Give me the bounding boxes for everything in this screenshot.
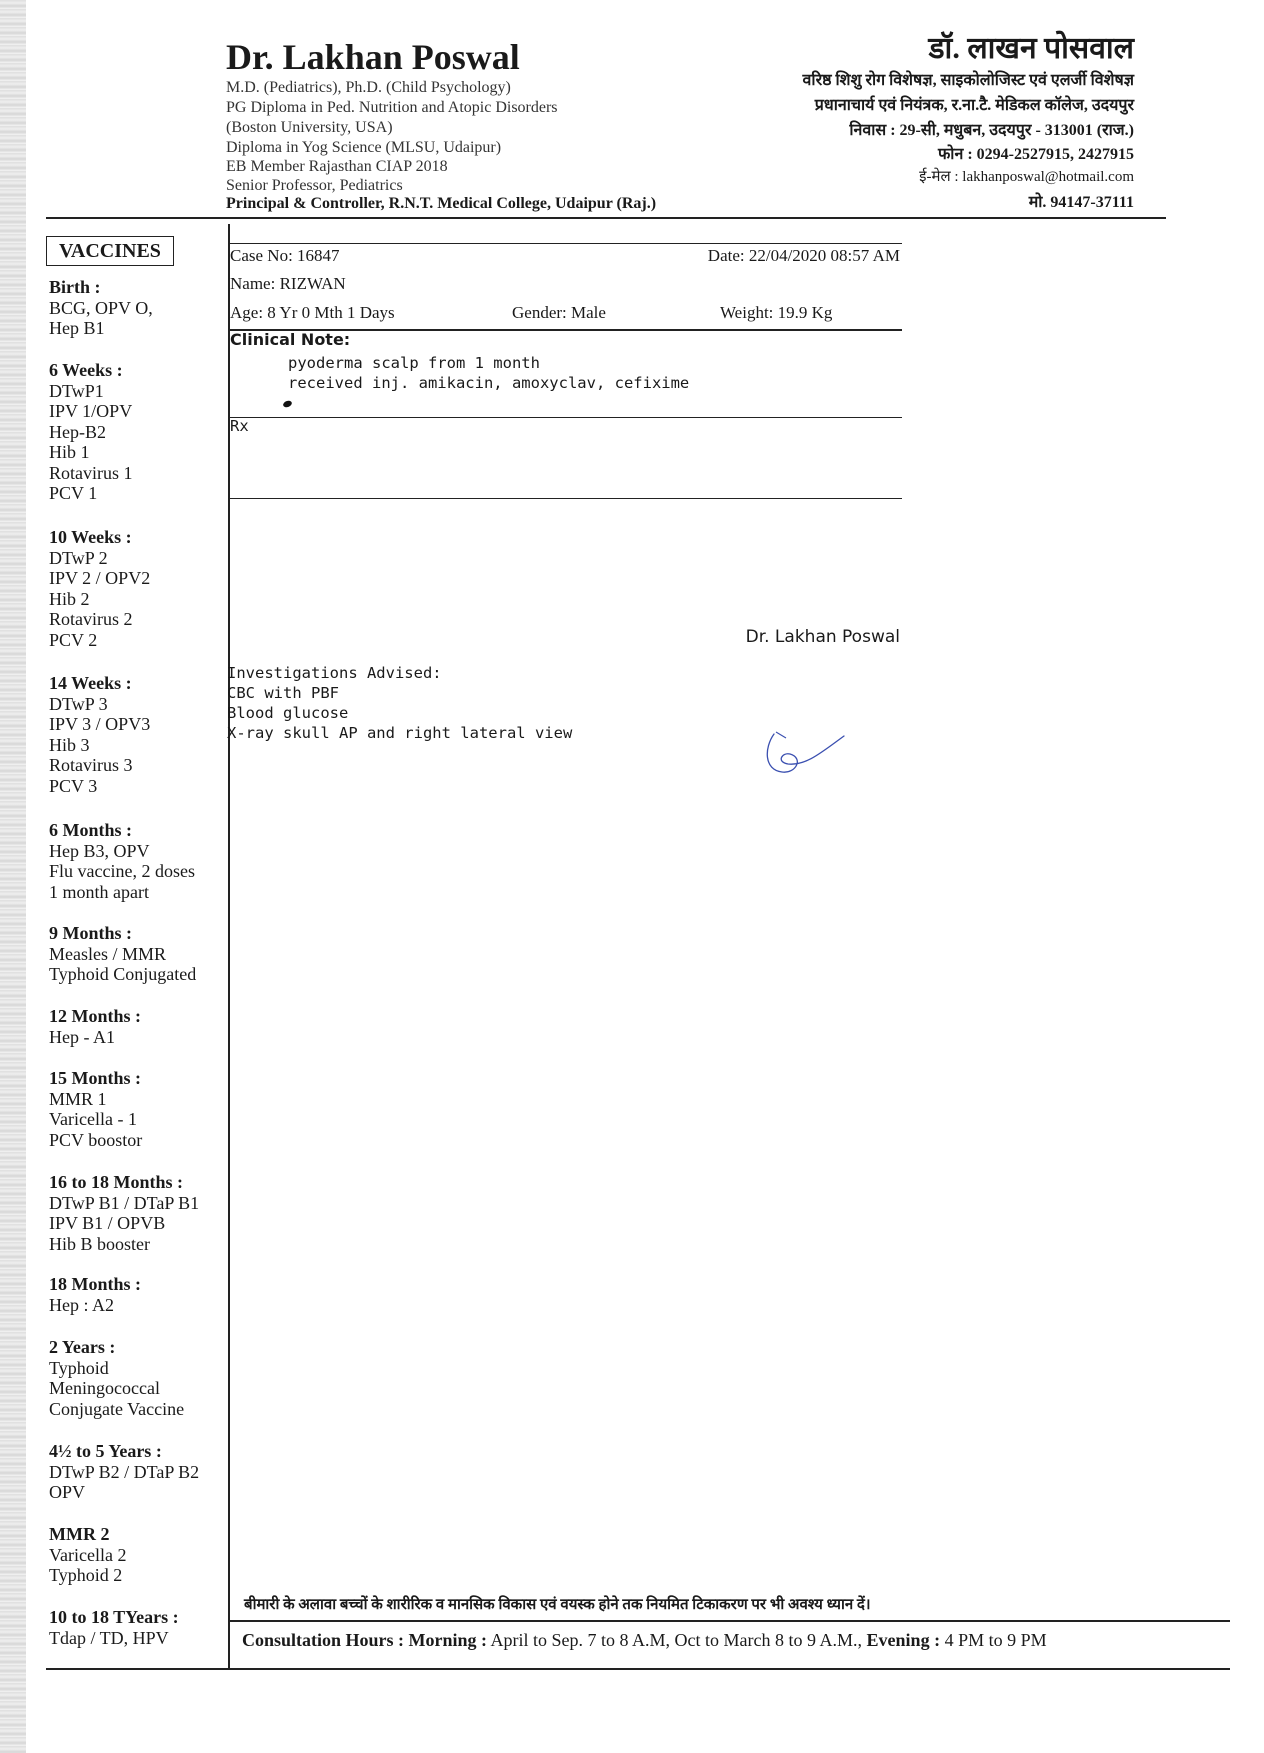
vaccine-item: Flu vaccine, 2 doses — [49, 861, 195, 881]
vaccine-item: IPV 3 / OPV3 — [49, 714, 151, 734]
qualification-line: EB Member Rajasthan CIAP 2018 — [226, 158, 448, 175]
clinical-note-line: pyoderma scalp from 1 month — [288, 354, 540, 372]
vaccine-item: Typhoid 2 — [49, 1565, 123, 1585]
vaccine-item: Meningococcal — [49, 1378, 160, 1398]
vaccine-group — [49, 1068, 142, 1150]
vaccine-item: DTwP B1 / DTaP B1 — [49, 1192, 200, 1213]
vaccine-item: Hep - A1 — [49, 1026, 115, 1047]
vaccine-group-title: 16 to 18 Months : — [49, 1172, 183, 1192]
vaccine-group-title: 2 Years : — [49, 1337, 116, 1357]
vaccine-item: DTwP B2 / DTaP B2 — [49, 1461, 200, 1482]
vaccine-group — [49, 1337, 184, 1419]
sidebar-divider — [228, 224, 230, 1670]
footer-hindi-note: बीमारी के अलावा बच्चों के शारीरिक व मानसिक विकास एवं वयस्क होने तक नियमित टिकाकरण पर भी अवश्य ध्यान दें। — [244, 1597, 871, 1613]
hindi-line: प्रधानाचार्य एवं नियंत्रक, र.ना.टै. मेडिकल कॉलेज, उदयपुर — [814, 97, 1134, 114]
vaccine-group — [49, 1006, 141, 1047]
scan-edge — [0, 0, 26, 1753]
vaccine-group-title: 10 Weeks : — [49, 527, 132, 547]
vaccine-item: PCV 3 — [49, 775, 98, 796]
hindi-address: निवास : 29-सी, मधुबन, उदयपुर - 313001 (राज.) — [849, 122, 1134, 139]
investigation-item: X-ray skull AP and right lateral view — [227, 724, 573, 742]
vaccine-item: Hib 3 — [49, 734, 90, 755]
vaccine-group-title: 6 Months : — [49, 820, 133, 840]
vaccine-group — [49, 673, 150, 796]
evening-hours: 4 PM to 9 PM — [944, 1630, 1047, 1650]
vaccine-item: IPV B1 / OPVB — [49, 1213, 166, 1233]
patient-gender: Gender: Male — [512, 303, 606, 322]
investigation-item: Blood glucose — [227, 704, 349, 722]
vaccine-group — [49, 820, 195, 902]
hindi-mobile: मो. 94147-37111 — [1028, 194, 1134, 211]
vaccine-item: Varicella 2 — [49, 1544, 127, 1565]
clinical-note-heading: Clinical Note: — [230, 330, 351, 349]
vaccine-item: DTwP 3 — [49, 693, 108, 714]
morning-label: Morning : — [408, 1630, 488, 1650]
vaccine-item: Hib B booster — [49, 1233, 150, 1254]
vaccine-group — [49, 1524, 126, 1586]
clinical-note-rule — [230, 417, 902, 418]
vaccine-group-title: MMR 2 — [49, 1524, 110, 1544]
investigations-heading: Investigations Advised: — [227, 664, 442, 682]
vaccine-group-title: 15 Months : — [49, 1068, 142, 1088]
vaccine-group-title: 4½ to 5 Years : — [49, 1441, 162, 1461]
vaccine-item: Hep B1 — [49, 318, 105, 338]
investigation-item: CBC with PBF — [227, 684, 339, 702]
principal-line: Principal & Controller, R.N.T. Medical College, Udaipur (Raj.) — [226, 195, 657, 212]
vaccine-group — [49, 277, 153, 339]
vaccine-item: Hep-B2 — [49, 421, 106, 442]
vaccine-item: DTwP 2 — [49, 547, 108, 568]
visit-date: Date: 22/04/2020 08:57 AM — [707, 246, 900, 265]
rx-rule — [230, 498, 902, 499]
vaccine-item: Rotavirus 2 — [49, 609, 133, 629]
vaccines-title: VACCINES — [46, 236, 174, 266]
patient-weight: Weight: 19.9 Kg — [720, 303, 833, 322]
vaccine-item: Hep : A2 — [49, 1294, 114, 1315]
qualification-line: (Boston University, USA) — [226, 119, 393, 136]
footer-bottom-rule — [46, 1668, 1230, 1670]
header-rule — [46, 217, 1166, 219]
vaccine-item: IPV 1/OPV — [49, 401, 133, 421]
morning-hours: April to Sep. 7 to 8 A.M, Oct to March 8 to 9 A.M., — [490, 1630, 863, 1650]
vaccine-item: OPV — [49, 1482, 86, 1502]
vaccine-group-title: Birth : — [49, 277, 101, 297]
consultation-hours — [242, 1630, 1047, 1651]
doctor-name: Dr. Lakhan Poswal — [226, 37, 520, 77]
vaccine-group — [49, 1607, 179, 1648]
vaccine-group-title: 14 Weeks : — [49, 673, 132, 693]
vaccine-item: Hib 2 — [49, 588, 90, 609]
handwritten-signature — [760, 728, 850, 784]
vaccine-item: IPV 2 / OPV2 — [49, 568, 151, 588]
vaccine-item: PCV 1 — [49, 483, 98, 503]
vaccine-group — [49, 1441, 199, 1503]
qualification-line: M.D. (Pediatrics), Ph.D. (Child Psychology) — [226, 79, 511, 96]
vaccine-item: Varicella - 1 — [49, 1109, 137, 1129]
vaccine-item: DTwP1 — [49, 380, 104, 401]
patient-top-rule — [230, 243, 902, 244]
vaccine-group — [49, 923, 196, 985]
vaccine-item: Rotavirus 3 — [49, 755, 133, 775]
qualification-line: Diploma in Yog Science (MLSU, Udaipur) — [226, 139, 502, 156]
vaccine-group — [49, 360, 133, 504]
vaccine-item: PCV boostor — [49, 1129, 143, 1150]
vaccine-group-title: 12 Months : — [49, 1006, 142, 1026]
vaccine-group — [49, 1172, 199, 1254]
signature-name: Dr. Lakhan Poswal — [745, 627, 900, 647]
vaccine-item: Conjugate Vaccine — [49, 1398, 185, 1419]
vaccine-item: 1 month apart — [49, 881, 149, 902]
vaccine-group — [49, 527, 150, 650]
patient-age: Age: 8 Yr 0 Mth 1 Days — [230, 303, 395, 322]
evening-label: Evening : — [866, 1630, 941, 1650]
vaccine-item: Rotavirus 1 — [49, 462, 133, 483]
footer-top-rule — [230, 1620, 1230, 1622]
rx-label: Rx — [230, 417, 249, 435]
patient-name: Name: RIZWAN — [230, 274, 346, 293]
hours-label: Consultation Hours : — [242, 1630, 405, 1650]
vaccine-group-title: 18 Months : — [49, 1274, 142, 1294]
vaccine-item: Hib 1 — [49, 442, 90, 462]
hindi-email: ई-मेल : lakhanposwal@hotmail.com — [919, 169, 1134, 185]
vaccine-item: MMR 1 — [49, 1088, 107, 1109]
vaccine-item: Typhoid — [49, 1357, 109, 1378]
ink-dot — [282, 400, 293, 409]
case-number: Case No: 16847 — [230, 246, 340, 265]
vaccine-group-title: 9 Months : — [49, 923, 133, 943]
hindi-line: वरिष्ठ शिशु रोग विशेषज्ञ, साइकोलोजिस्ट एवं एलर्जी विशेषज्ञ — [802, 72, 1134, 89]
vaccine-group — [49, 1274, 141, 1315]
doctor-name-hindi: डॉ. लाखन पोसवाल — [928, 32, 1134, 65]
vaccine-item: Typhoid Conjugated — [49, 964, 197, 984]
vaccine-item: Measles / MMR — [49, 943, 166, 964]
vaccine-item: Hep B3, OPV — [49, 840, 150, 861]
hindi-phone: फोन : 0294-2527915, 2427915 — [937, 146, 1134, 163]
vaccine-item: Tdap / TD, HPV — [49, 1627, 169, 1648]
vaccine-group-title: 10 to 18 TYears : — [49, 1607, 179, 1627]
vaccine-item: BCG, OPV O, — [49, 297, 153, 318]
vaccine-group-title: 6 Weeks : — [49, 360, 123, 380]
clinical-note-line: received inj. amikacin, amoxyclav, cefixime — [288, 374, 690, 392]
qualification-line: PG Diploma in Ped. Nutrition and Atopic Disorders — [226, 99, 558, 116]
vaccine-item: PCV 2 — [49, 629, 98, 650]
qualification-line: Senior Professor, Pediatrics — [226, 177, 403, 194]
